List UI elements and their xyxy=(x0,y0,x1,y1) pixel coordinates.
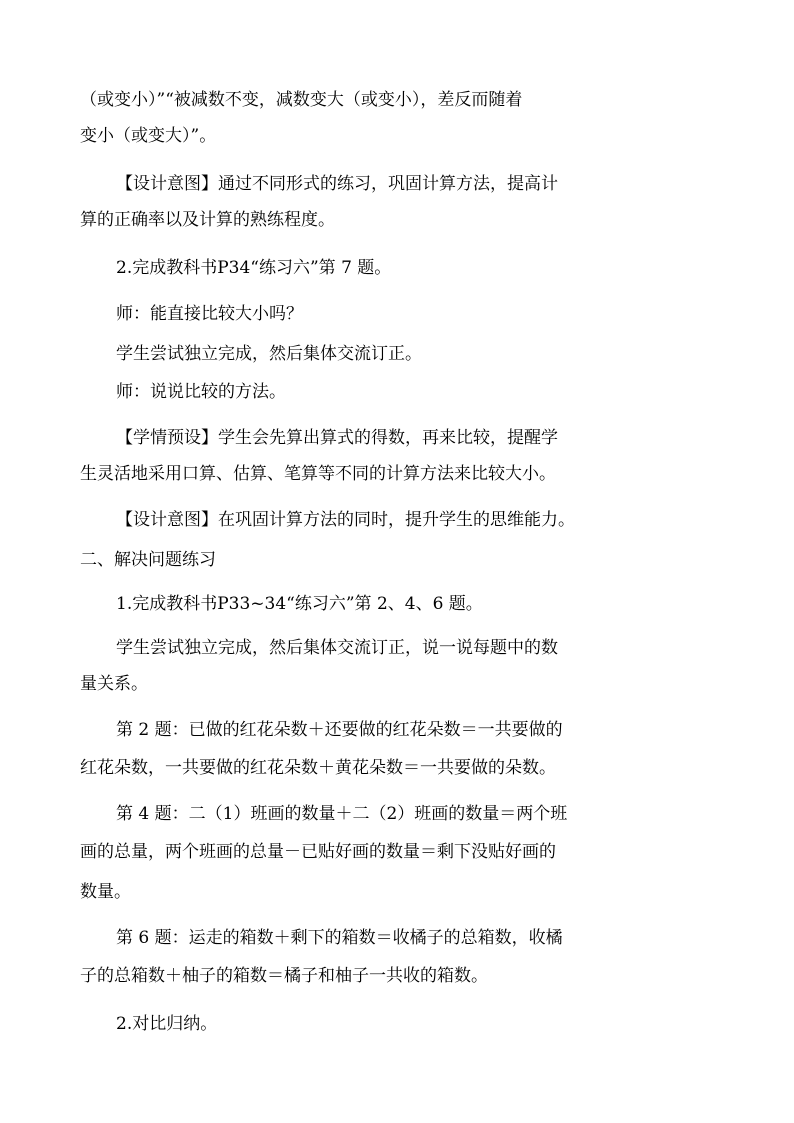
text-line: 算的正确率以及计算的熟练程度。 xyxy=(80,210,335,230)
text-line: 红花朵数，一共要做的红花朵数＋黄花朵数＝一共要做的朵数。 xyxy=(80,758,556,778)
text-line: 量关系。 xyxy=(80,674,148,694)
text-line: 第 4 题：二（1）班画的数量＋二（2）班画的数量＝两个班 xyxy=(116,804,568,824)
text-line: （或变小）”“被减数不变，减数变大（或变小），差反而随着 xyxy=(80,90,523,110)
text-line: 变小（或变大）”。 xyxy=(80,126,217,146)
text-line: 【设计意图】在巩固计算方法的同时，提升学生的思维能力。 xyxy=(116,510,575,530)
text-line: 【学情预设】学生会先算出算式的得数，再来比较，提醒学 xyxy=(116,428,558,448)
text-line: 第 2 题：已做的红花朵数＋还要做的红花朵数＝一共要做的 xyxy=(116,720,563,740)
text-line: 学生尝试独立完成，然后集体交流订正，说一说每题中的数 xyxy=(116,638,558,658)
section-heading: 二、解决问题练习 xyxy=(80,550,216,570)
text-line: 画的总量，两个班画的总量－已贴好画的数量＝剩下没贴好画的 xyxy=(80,842,556,862)
text-line: 数量。 xyxy=(80,882,131,902)
text-line: 子的总箱数＋柚子的箱数＝橘子和柚子一共收的箱数。 xyxy=(80,966,488,986)
text-line: 生灵活地采用口算、估算、笔算等不同的计算方法来比较大小。 xyxy=(80,464,556,484)
text-line: 师：能直接比较大小吗？ xyxy=(116,304,303,324)
text-line: 2.完成教科书P34“练习六”第 7 题。 xyxy=(116,258,392,278)
text-line: 第 6 题：运走的箱数＋剩下的箱数＝收橘子的总箱数，收橘 xyxy=(116,928,563,948)
text-line: 1.完成教科书P33~34“练习六”第 2、4、6 题。 xyxy=(116,594,483,614)
text-line: 2.对比归纳。 xyxy=(116,1014,218,1034)
text-line: 【设计意图】通过不同形式的练习，巩固计算方法，提高计 xyxy=(116,174,558,194)
text-line: 师：说说比较的方法。 xyxy=(116,382,286,402)
text-line: 学生尝试独立完成，然后集体交流订正。 xyxy=(116,344,422,364)
